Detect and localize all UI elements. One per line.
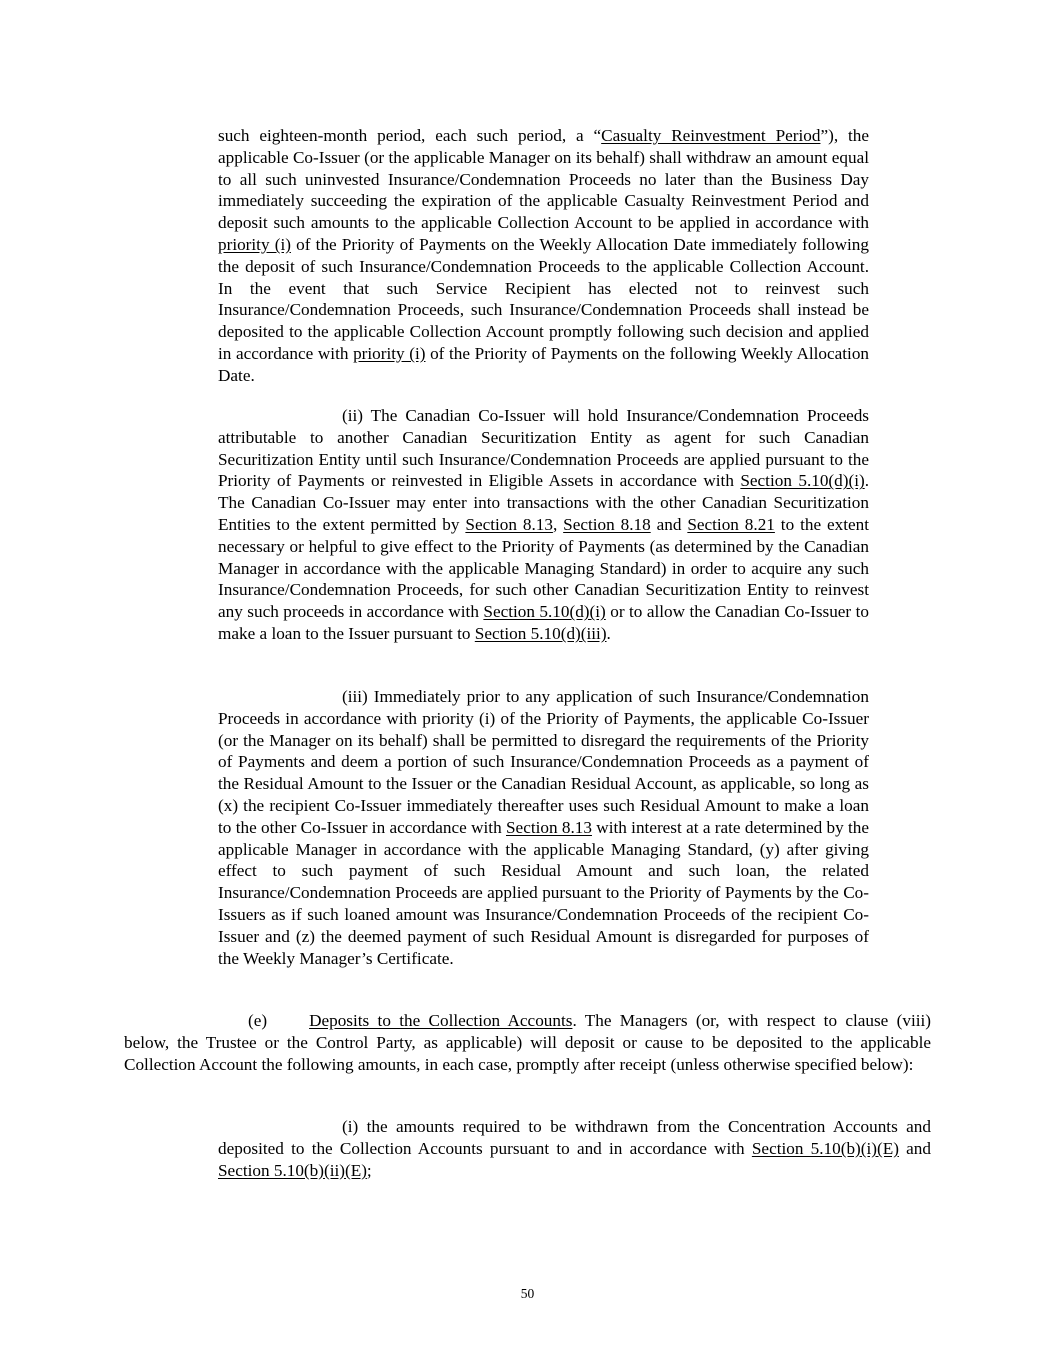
text: such eighteen-month period, each such period, a “ bbox=[218, 126, 602, 145]
text: and bbox=[898, 1138, 931, 1158]
text: (iii) Immediately prior to any application of such Insurance/Condemnation Proceeds in accordance with priority (i) of the Priority of Payments, the applicable Co-Issuer (or the Manager on its behalf) shall be permitted to disregard the requirements of the Priority of Payments and deem a portion of such Insurance/Condemnation Proceeds as a payment of the Residual Amount to the Issuer or the Canadian Residual Account, as applicable, so long as (x) the recipient Co-Issuer immediately thereafter uses such Residual Amount to make a loan to the other Co-Issuer in accordance with bbox=[218, 687, 869, 837]
cross-reference-section-8-18: Section 8.18 bbox=[563, 514, 651, 534]
cross-reference-section-8-13: Section 8.13 bbox=[506, 817, 592, 837]
text: ”), the applicable Co-Issuer (or the applicable Manager on its behalf) shall withdraw an amount equal to all such uninvested Insurance/Condemnation Proceeds no later than the Business Day immediately succeeding the expiration of the applicable Casualty Reinvestment Period and deposit such amounts to the applicable Collection Account to be applied in accordance with bbox=[218, 126, 869, 233]
cross-reference-section-5-10-d-i: Section 5.10(d)(i) bbox=[740, 471, 865, 491]
cross-reference-section-5-10-b-i-e: Section 5.10(b)(i)(E) bbox=[751, 1138, 899, 1158]
text: to the extent necessary or helpful to give effect to the Priority of Payments (as determined by the Canadian Manager in accordance with the applicable Managing Standard) in order to acquire any such Insurance/Condemnation Proceeds, for such other Canadian Securitization Entity to reinvest any such proceeds in accordance with bbox=[218, 514, 869, 622]
cross-reference-section-8-21: Section 8.21 bbox=[687, 514, 775, 534]
paragraph-casualty-reinvestment bbox=[218, 125, 869, 387]
text: (ii) The Canadian Co-Issuer will hold Insurance/Condemnation Proceeds attributable to another Canadian Securitization Entity as agent for such Canadian Securitization Entity until such Insurance/Condemnation Proceeds are applied pursuant to the Priority of Payments or reinvested in Eligible Assets in accordance with bbox=[218, 406, 869, 491]
paragraph-clause-e bbox=[124, 1010, 931, 1075]
paragraph-clause-e-i bbox=[218, 1116, 931, 1181]
text: . The Canadian Co-Issuer may enter into transactions with the other Canadian Securitization Entities to the extent permitted by bbox=[218, 471, 869, 534]
defined-term-casualty-reinvestment-period: Casualty Reinvestment Period bbox=[601, 126, 821, 145]
cross-reference-priority-i: priority (i) bbox=[218, 234, 291, 254]
text: of the Priority of Payments on the Weekly Allocation Date immediately following the deposit of such Insurance/Condemnation Proceeds to the applicable Collection Account. In the event that such Service Recipient has elected not to reinvest such Insurance/Condemnation Proceeds, such Insurance/Condemnation Proceeds shall instead be deposited to the applicable Collection Account promptly following such decision and applied in accordance with bbox=[218, 234, 869, 363]
text: of the Priority of Payments on the following Weekly Allocation Date. bbox=[218, 343, 870, 385]
cross-reference-section-8-13: Section 8.13 bbox=[465, 514, 553, 534]
text: , bbox=[552, 514, 564, 534]
cross-reference-section-5-10-d-iii: Section 5.10(d)(iii) bbox=[474, 623, 607, 643]
text: with interest at a rate determined by the applicable Manager in accordance with the applicable Managing Standard, (y) after giving effect to such payment of such Residual Amount and such loan, the related Insurance/Condemnation Proceeds are applied pursuant to the Priority of Payments by the Co-Issuers as if such loaned amount was Insurance/Condemnation Proceeds of the recipient Co-Issuer and (z) the deemed payment of such Residual Amount is disregarded for purposes of the Weekly Manager’s Certificate. bbox=[218, 817, 869, 968]
text: or to allow the Canadian Co-Issuer to make a loan to the Issuer pursuant to bbox=[218, 602, 869, 643]
clause-label-e: (e) bbox=[248, 1011, 268, 1030]
text: and bbox=[650, 514, 688, 534]
text: ; bbox=[366, 1160, 372, 1180]
paragraph-clause-ii bbox=[218, 405, 869, 645]
cross-reference-priority-i: priority (i) bbox=[353, 343, 426, 363]
text: (i) the amounts required to be withdrawn from the Concentration Accounts and deposited to the Collection Accounts pursuant to and in accordance with bbox=[218, 1117, 931, 1158]
text: . bbox=[606, 623, 611, 643]
page-number: 50 bbox=[520, 1286, 535, 1301]
heading-deposits-to-collection-accounts: Deposits to the Collection Accounts bbox=[309, 1011, 573, 1030]
cross-reference-section-5-10-b-ii-e: Section 5.10(b)(ii)(E) bbox=[218, 1160, 367, 1180]
paragraph-clause-iii bbox=[218, 686, 869, 969]
text: . The Managers (or, with respect to clause (viii) below, the Trustee or the Control Party, as applicable) will deposit or cause to be deposited to the applicable Collection Account the following amounts, in each case, promptly after receipt (unless otherwise specified below): bbox=[124, 1011, 931, 1074]
cross-reference-section-5-10-d-i: Section 5.10(d)(i) bbox=[483, 602, 606, 622]
